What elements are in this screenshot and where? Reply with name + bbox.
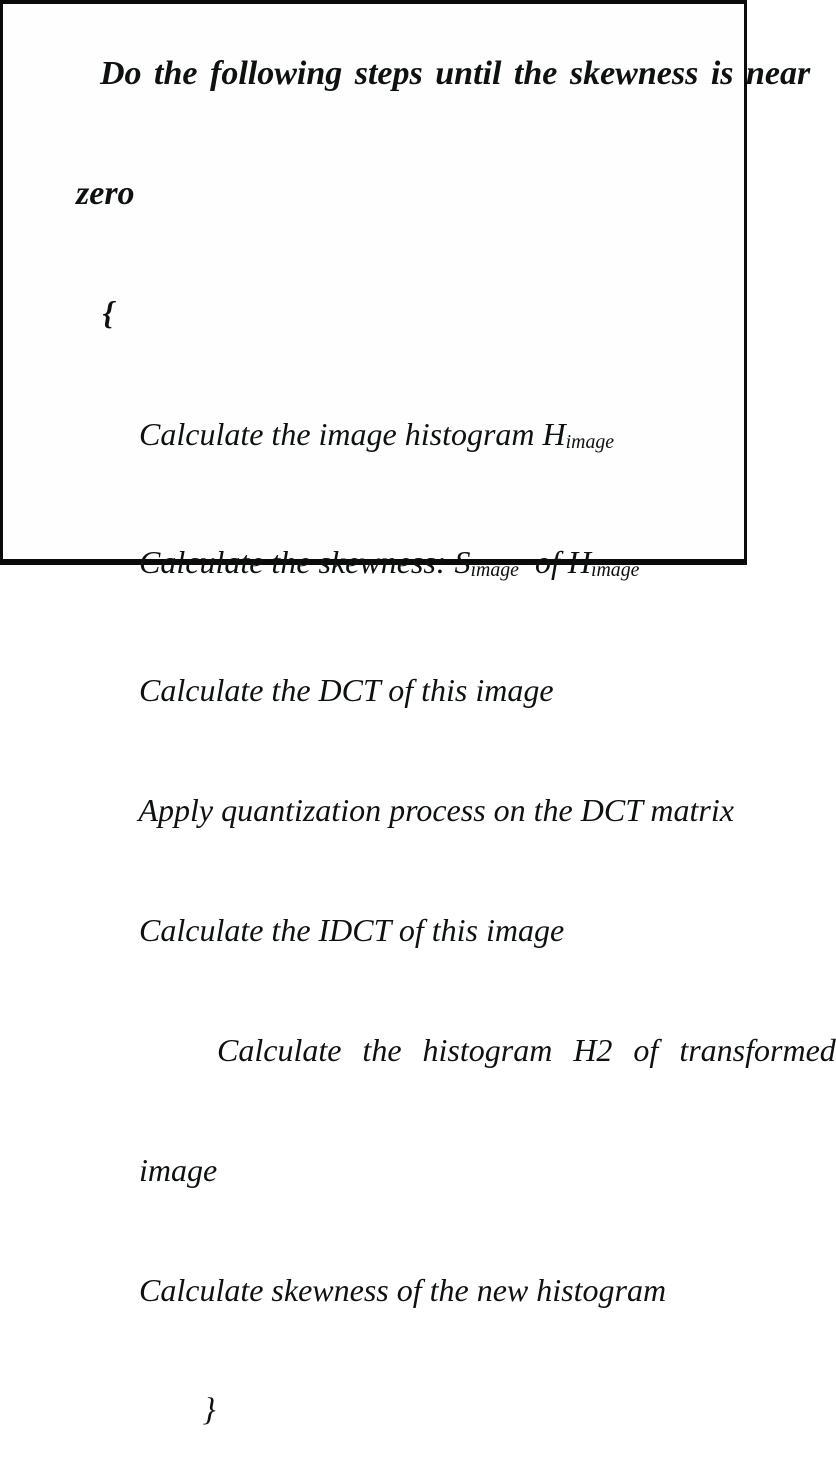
step-text: Calculate the DCT of this image <box>139 671 554 708</box>
loop-header-line-2 <box>25 134 744 254</box>
step-calc-image-histogram <box>91 374 744 502</box>
open-brace <box>53 254 744 374</box>
step-text: Calculate the histogram H2 of transformed <box>217 1031 836 1068</box>
close-brace-glyph: } <box>202 1391 216 1428</box>
step-calc-skewness <box>91 502 744 630</box>
loop-header-text-2: zero <box>76 175 135 212</box>
step-text: Calculate the image histogram H <box>139 416 566 452</box>
step-calc-histogram-h2-line-2 <box>91 1110 744 1230</box>
step-calc-dct <box>91 630 744 750</box>
step-calc-histogram-h2-line-1 <box>91 990 836 1110</box>
subscript-image: image <box>590 558 640 581</box>
loop-header-text-1: Do the following steps until the skewness is near <box>100 55 811 92</box>
step-text: image <box>139 1151 218 1188</box>
step-text: Calculate the skewness: S <box>139 543 471 580</box>
step-text: of H <box>518 543 591 580</box>
subscript-image: image <box>565 430 615 453</box>
step-text: Apply quantization process on the DCT matrix <box>138 791 734 828</box>
step-calc-new-skewness <box>91 1230 744 1350</box>
step-text: Calculate skewness of the new histogram <box>139 1271 667 1308</box>
close-brace <box>153 1350 744 1470</box>
subscript-image: image <box>470 558 519 581</box>
loop-header-line-1 <box>25 14 811 134</box>
step-calc-idct <box>91 870 744 990</box>
step-apply-quantization <box>91 750 744 870</box>
step-text: Calculate the IDCT of this image <box>139 911 565 948</box>
open-brace-glyph: { <box>102 296 114 332</box>
